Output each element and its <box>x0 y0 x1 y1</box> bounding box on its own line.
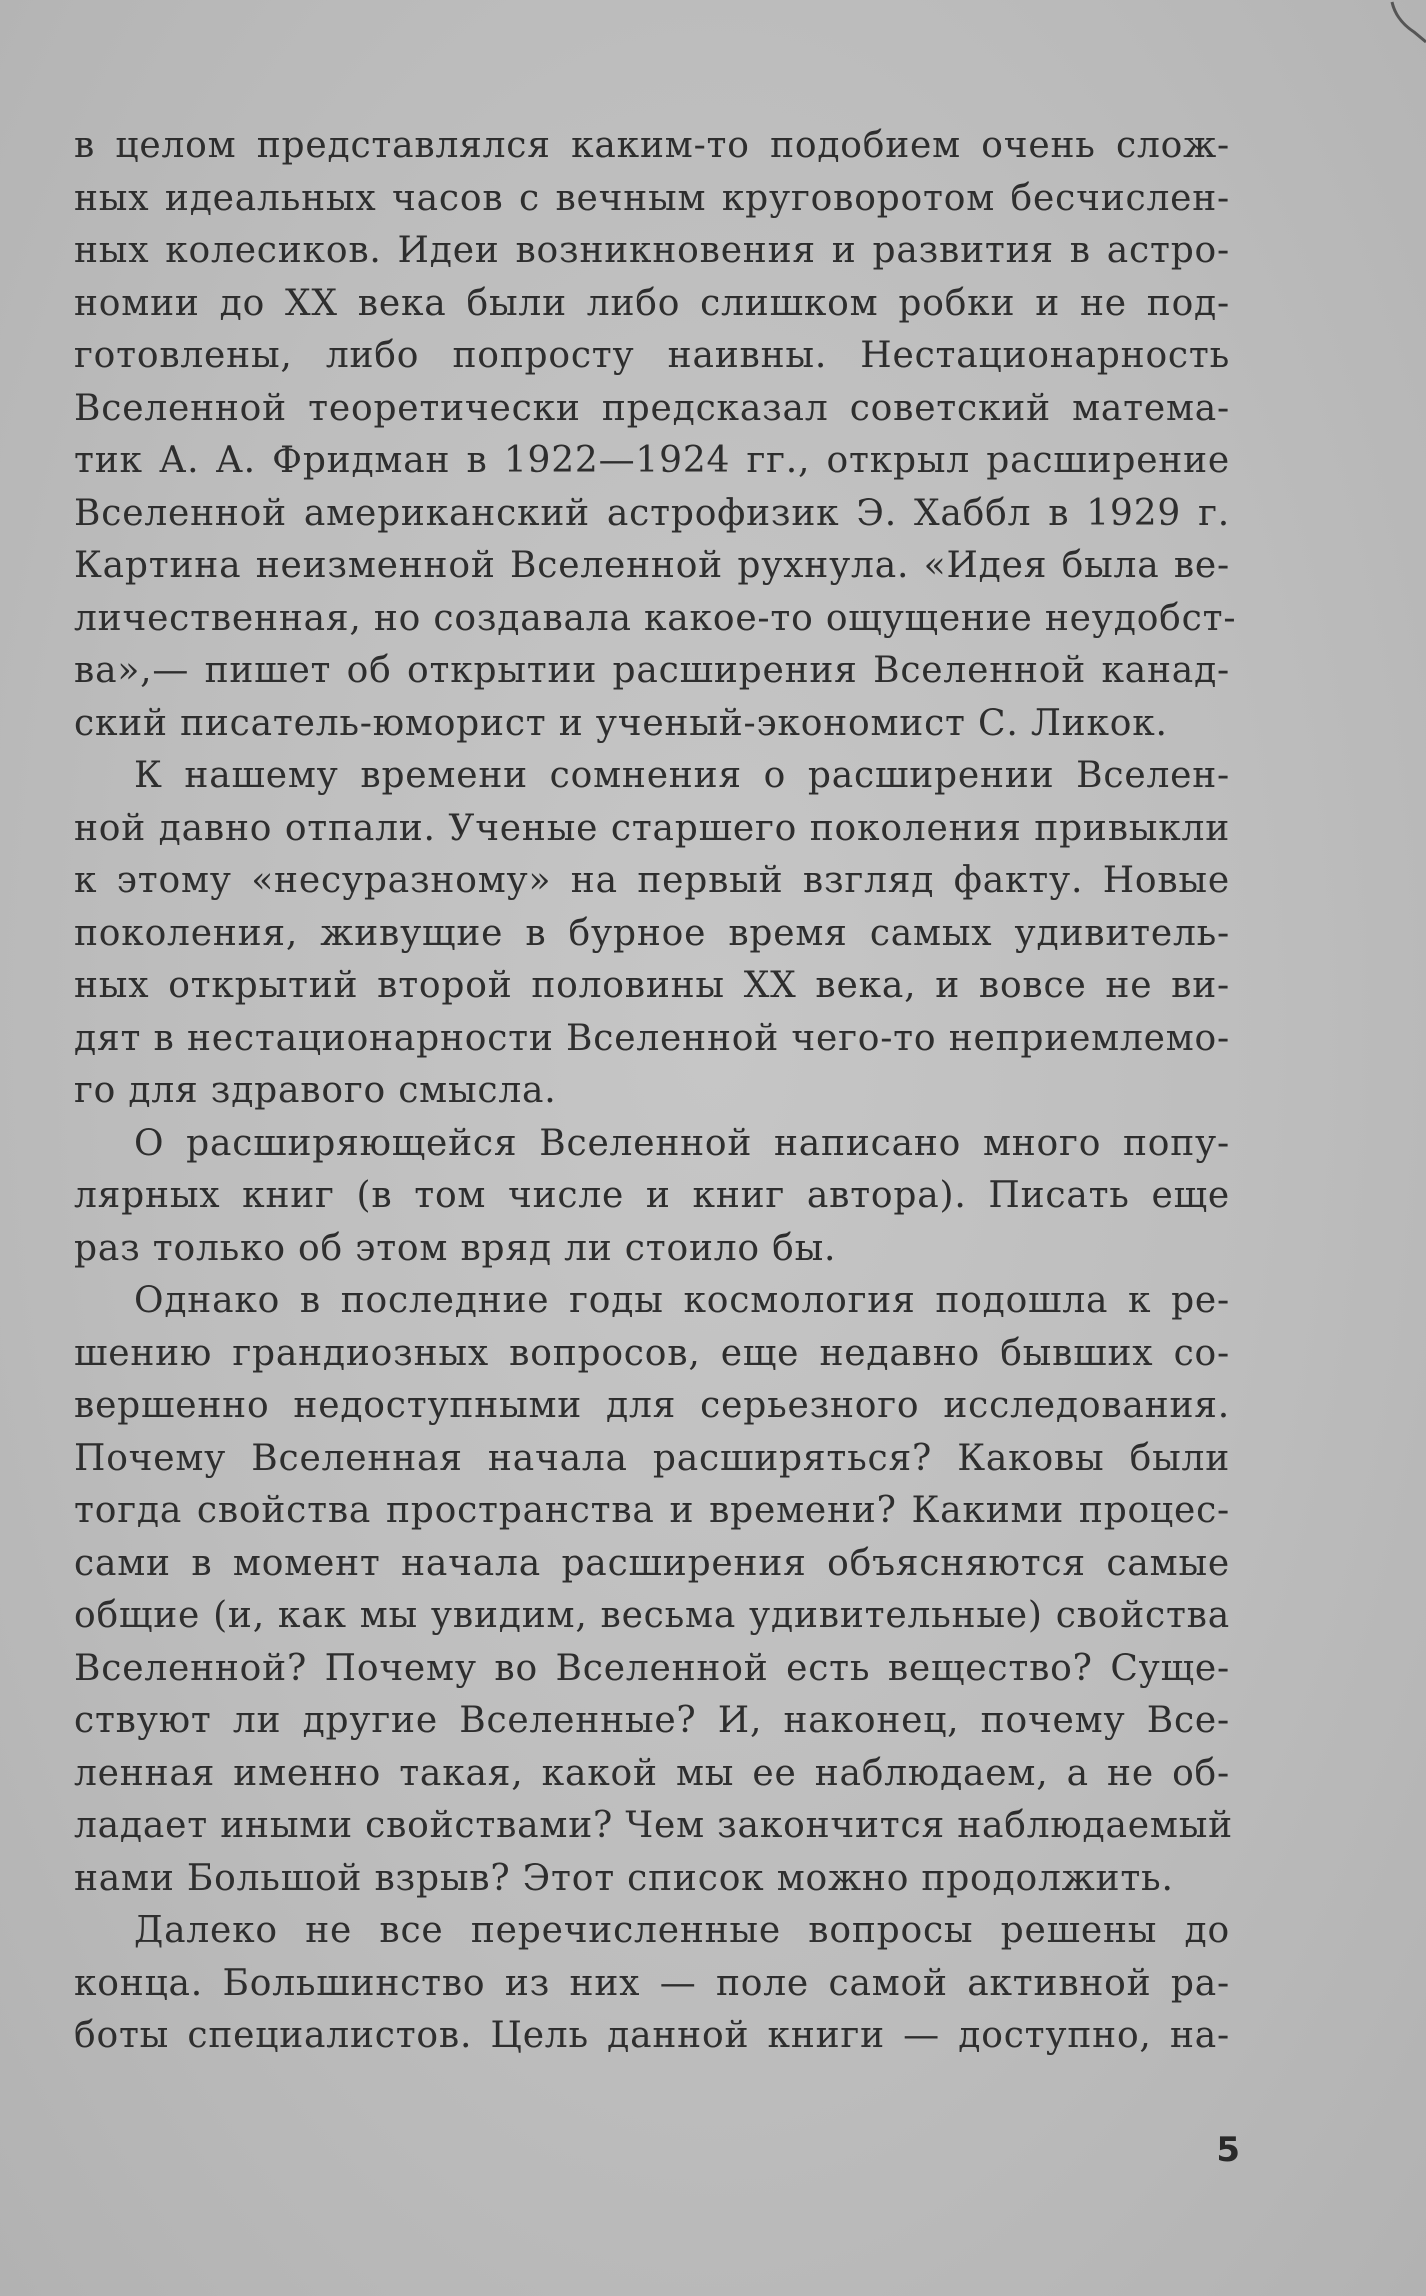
text-line: Вселенной? Почему во Вселенной есть вещество? Суще- <box>74 1647 1230 1689</box>
text-line: ва»,— пишет об открытии расширения Вселенной канад- <box>74 650 1230 691</box>
text-line: раз только об этом вряд ли стоило бы. <box>74 1227 837 1269</box>
text-line: номии до XX века были либо слишком робки и не под- <box>74 282 1230 324</box>
text-line: Далеко не все перечисленные вопросы решены до <box>134 1910 1230 1951</box>
text-line: общие (и, как мы увидим, весьма удивительные) свойства <box>74 1595 1230 1636</box>
text-line: нами Большой взрыв? Этот список можно продолжить. <box>74 1857 1174 1899</box>
text-line: тик А. А. Фридман в 1922—1924 гг., открыл расширение <box>74 440 1230 481</box>
text-line: боты специалистов. Цель данной книги — доступно, на- <box>74 2015 1230 2056</box>
text-line: О расширяющейся Вселенной написано много попу- <box>134 1122 1230 1164</box>
text-line: Вселенной американский астрофизик Э. Хаббл в 1929 г. <box>74 492 1230 534</box>
text-line: ладает иными свойствами? Чем закончится наблюдаемый <box>74 1805 1233 1846</box>
paragraph-1 <box>74 120 1237 750</box>
text-line: шению грандиозных вопросов, еще недавно бывших со- <box>74 1332 1230 1374</box>
text-line: в целом представлялся каким-то подобием очень слож- <box>74 125 1230 166</box>
paragraph-2 <box>74 750 1230 1118</box>
text-line: сами в момент начала расширения объясняются самые <box>74 1542 1230 1584</box>
paragraph-3 <box>74 1118 1230 1276</box>
text-line: Однако в последние годы космология подошла к ре- <box>134 1280 1230 1321</box>
text-line: ленная именно такая, какой мы ее наблюдаем, а не об- <box>74 1752 1230 1794</box>
text-line: ский писатель-юморист и ученый-экономист С. Ликок. <box>74 702 1168 744</box>
text-line: лярных книг (в том числе и книг автора). Писать еще <box>74 1175 1230 1216</box>
corner-pencil-mark <box>1386 0 1426 70</box>
text-line: конца. Большинство из них — поле самой активной ра- <box>74 1962 1230 2004</box>
text-line: ной давно отпали. Ученые старшего поколения привыкли <box>74 807 1230 849</box>
text-line: готовлены, либо попросту наивны. Нестационарность <box>74 335 1230 376</box>
text-line: личественная, но создавала какое-то ощущение неудобст- <box>74 597 1237 639</box>
paragraph-5 <box>74 1905 1230 2063</box>
text-line: ных открытий второй половины XX века, и вовсе не ви- <box>74 965 1230 1006</box>
text-line: Вселенной теоретически предсказал советский матема- <box>74 387 1230 429</box>
page-number: 5 <box>1216 2130 1240 2170</box>
paragraph-4 <box>74 1275 1233 1905</box>
body-text <box>74 120 1237 2063</box>
text-line: ных идеальных часов с вечным круговоротом бесчислен- <box>74 177 1230 219</box>
text-line: К нашему времени сомнения о расширении Вселен- <box>134 755 1230 796</box>
text-line: го для здравого смысла. <box>74 1070 557 1111</box>
text-line: Картина неизменной Вселенной рухнула. «Идея была ве- <box>74 545 1230 586</box>
text-line: тогда свойства пространства и времени? Какими процес- <box>74 1490 1230 1531</box>
text-line: поколения, живущие в бурное время самых удивитель- <box>74 912 1230 954</box>
text-line: дят в нестационарности Вселенной чего-то неприемлемо- <box>74 1017 1230 1059</box>
text-line: вершенно недоступными для серьезного исследования. <box>74 1385 1230 1426</box>
text-line: ствуют ли другие Вселенные? И, наконец, почему Все- <box>74 1700 1230 1741</box>
text-line: ных колесиков. Идеи возникновения и развития в астро- <box>74 230 1230 271</box>
text-line: к этому «несуразному» на первый взгляд факту. Новые <box>74 860 1230 901</box>
text-line: Почему Вселенная начала расширяться? Каковы были <box>74 1437 1230 1479</box>
